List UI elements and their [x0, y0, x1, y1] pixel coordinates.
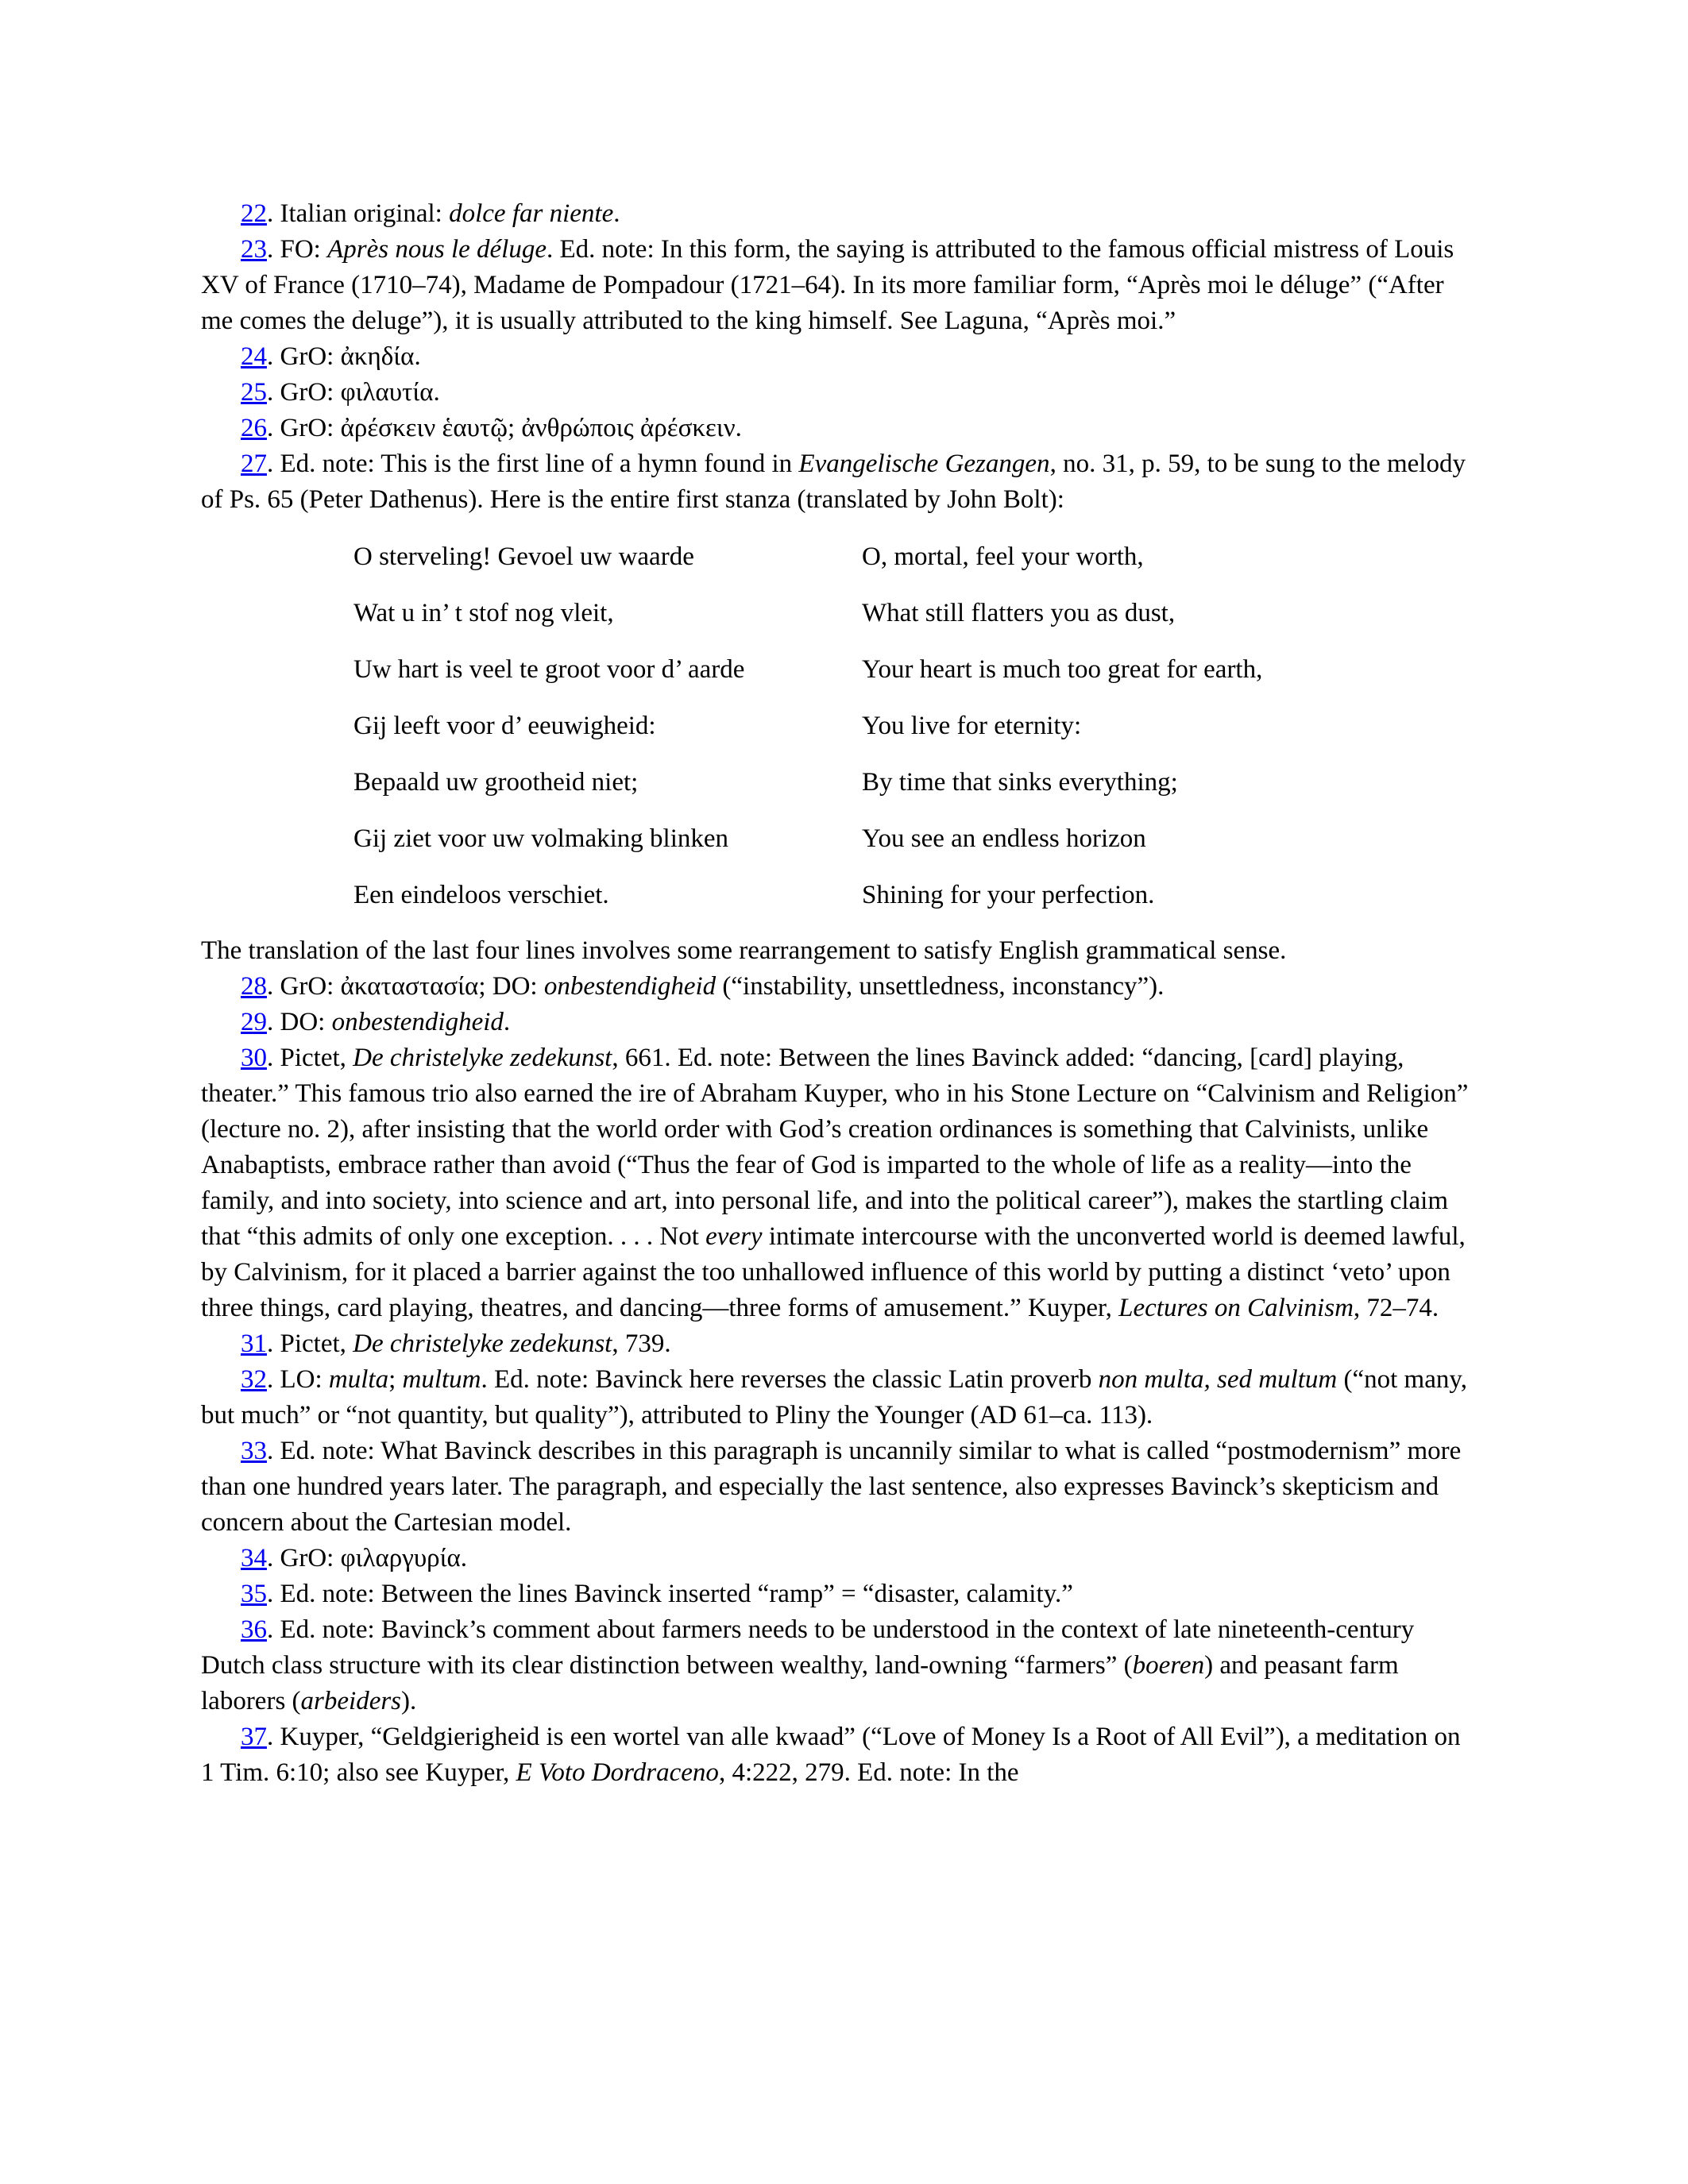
italic-text-segment: onbestendigheid — [543, 972, 717, 1001]
endnote-27 — [201, 446, 1474, 518]
text-segment: (“not many, but much” or “not quantity, but quality”), attributed to Pliny the Younger (AD 61–ca. 113). — [201, 1365, 1467, 1430]
endnote-25-link[interactable]: 25 — [241, 378, 267, 407]
stanza-english-line: You see an endless horizon — [862, 824, 1146, 853]
continuation-paragraph — [201, 933, 1474, 969]
hymn-stanza — [353, 529, 1474, 924]
stanza-english-line: By time that sinks everything; — [862, 768, 1178, 797]
text-segment: . Ed. note: Bavinck’s comment about farmers needs to be understood in the context of late nineteenth-century Dutch class structure with its clear distinction between wealthy, land-owning “farmers” ( — [201, 1615, 1415, 1680]
text-segment: . LO: — [267, 1365, 329, 1394]
text-segment: , 4:222, 279. Ed. note: In the — [718, 1758, 1019, 1787]
text-segment: . GrO: ἀρέσκειν ἑαυτῷ; ἀνθρώποις ἀρέσκειν. — [267, 414, 742, 442]
italic-text-segment: E Voto Dordraceno — [516, 1758, 719, 1787]
stanza-dutch-line: Een eindeloos verschiet. — [353, 881, 609, 909]
endnote-33 — [201, 1433, 1474, 1541]
stanza-english-line: You live for eternity: — [862, 712, 1082, 740]
stanza-row — [353, 754, 1474, 811]
italic-text-segment: De christelyke zedekunst — [353, 1044, 612, 1072]
text-segment: , 72–74. — [1353, 1294, 1439, 1322]
stanza-row — [353, 529, 1474, 585]
endnote-29 — [201, 1005, 1474, 1040]
stanza-row — [353, 811, 1474, 867]
stanza-dutch-line: Uw hart is veel te groot voor d’ aarde — [353, 655, 745, 684]
text-segment: . Ed. note: In this form, the saying is attributed to the famous official mistress of Louis XV of France (1710–74), Madame de Pompadour (1721–64). In its more familiar form, “Après moi le déluge” (“After me comes the deluge”), it is usually attributed to the king himself. See Laguna, “Après moi.” — [201, 235, 1454, 335]
text-segment: . Kuyper, “Geldgierigheid is een wortel van alle kwaad” (“Love of Money Is a Root of All Evil”), a meditation on 1 Tim. 6:10; also see Kuyper, — [201, 1723, 1461, 1787]
italic-text-segment: multum — [402, 1365, 481, 1394]
text-segment: ). — [401, 1687, 417, 1715]
endnote-31-link[interactable]: 31 — [241, 1329, 267, 1358]
stanza-row — [353, 698, 1474, 754]
stanza-english-line: What still flatters you as dust, — [862, 599, 1176, 627]
endnote-25 — [201, 375, 1474, 411]
italic-text-segment: De christelyke zedekunst — [353, 1329, 612, 1358]
stanza-english-line: Shining for your perfection. — [862, 881, 1155, 909]
stanza-row — [353, 585, 1474, 642]
endnote-28 — [201, 969, 1474, 1005]
italic-text-segment: Lectures on Calvinism — [1118, 1294, 1354, 1322]
endnote-32-link[interactable]: 32 — [241, 1365, 267, 1394]
stanza-dutch-line: Gij ziet voor uw volmaking blinken — [353, 824, 729, 853]
stanza-english-line: Your heart is much too great for earth, — [862, 655, 1263, 684]
text-segment: . GrO: ἀκαταστασία; DO: — [267, 972, 544, 1001]
text-segment: . DO: — [267, 1008, 332, 1036]
text-segment: . Ed. note: This is the first line of a hymn found in — [267, 450, 799, 478]
stanza-row — [353, 867, 1474, 924]
text-segment: , no. 31, p. 59, to be sung to the melody of Ps. 65 (Peter Dathenus). Here is the entire first stanza (translated by John Bolt): — [201, 450, 1466, 514]
italic-text-segment: dolce far niente — [449, 199, 614, 228]
text-segment: . GrO: φιλαυτία. — [267, 378, 440, 407]
text-segment: . — [503, 1008, 511, 1036]
text-segment: The translation of the last four lines involves some rearrangement to satisfy English grammatical sense. — [201, 936, 1287, 965]
endnote-23 — [201, 232, 1474, 339]
text-segment: ) and peasant farm laborers ( — [201, 1651, 1399, 1715]
italic-text-segment: Après nous le déluge — [327, 235, 547, 264]
endnote-37-link[interactable]: 37 — [241, 1723, 267, 1751]
stanza-dutch-line: Gij leeft voor d’ eeuwigheid: — [353, 712, 656, 740]
text-segment: . — [613, 199, 620, 228]
endnote-30 — [201, 1040, 1474, 1326]
endnote-33-link[interactable]: 33 — [241, 1437, 267, 1465]
italic-text-segment: every — [705, 1222, 763, 1251]
endnote-36-link[interactable]: 36 — [241, 1615, 267, 1644]
text-segment: ; — [388, 1365, 403, 1394]
endnote-22-link[interactable]: 22 — [241, 199, 267, 228]
text-segment: . Pictet, — [267, 1329, 353, 1358]
endnote-23-link[interactable]: 23 — [241, 235, 267, 264]
text-segment: . Ed. note: Between the lines Bavinck inserted “ramp” = “disaster, calamity.” — [267, 1580, 1073, 1608]
italic-text-segment: arbeiders — [300, 1687, 402, 1715]
endnote-28-link[interactable]: 28 — [241, 972, 267, 1001]
stanza-english-line: O, mortal, feel your worth, — [862, 542, 1144, 571]
stanza-row — [353, 642, 1474, 698]
endnote-34 — [201, 1541, 1474, 1576]
endnote-26 — [201, 411, 1474, 446]
endnote-31 — [201, 1326, 1474, 1362]
text-segment: intimate intercourse with the unconverted world is deemed lawful, by Calvinism, for it placed a barrier against the too unhallowed influence of this world by putting a distinct ‘veto’ upon three things, card playing, theatres, and dancing—three forms of amusement.” Kuyper, — [201, 1222, 1466, 1322]
italic-text-segment: Evangelische Gezangen — [798, 450, 1050, 478]
endnote-37 — [201, 1719, 1474, 1791]
endnote-24 — [201, 339, 1474, 375]
italic-text-segment: onbestendigheid — [331, 1008, 504, 1036]
text-segment: . GrO: ἀκηδία. — [267, 342, 421, 371]
text-segment: . Ed. note: What Bavinck describes in this paragraph is uncannily similar to what is called “postmodernism” more than one hundred years later. The paragraph, and especially the last sentence, also expresses Bavinck’s skepticism and concern about the Cartesian model. — [201, 1437, 1462, 1537]
italic-text-segment: multa — [328, 1365, 389, 1394]
italic-text-segment: non multa, sed multum — [1098, 1365, 1338, 1394]
italic-text-segment: boeren — [1132, 1651, 1205, 1680]
text-segment: . Ed. note: Bavinck here reverses the classic Latin proverb — [481, 1365, 1099, 1394]
text-segment: . GrO: φιλαργυρία. — [267, 1544, 468, 1572]
stanza-dutch-line: O sterveling! Gevoel uw waarde — [353, 542, 694, 571]
stanza-dutch-line: Bepaald uw grootheid niet; — [353, 768, 639, 797]
endnote-24-link[interactable]: 24 — [241, 342, 267, 371]
endnote-35-link[interactable]: 35 — [241, 1580, 267, 1608]
text-segment: (“instability, unsettledness, inconstancy”). — [716, 972, 1165, 1001]
stanza-dutch-line: Wat u in’ t stof nog vleit, — [353, 599, 614, 627]
endnote-36 — [201, 1612, 1474, 1719]
endnote-27-link[interactable]: 27 — [241, 450, 267, 478]
endnote-22 — [201, 196, 1474, 232]
endnote-32 — [201, 1362, 1474, 1433]
text-segment: . Italian original: — [267, 199, 450, 228]
endnote-34-link[interactable]: 34 — [241, 1544, 267, 1572]
text-segment: . Pictet, — [267, 1044, 353, 1072]
endnotes-content — [201, 196, 1474, 1791]
text-segment: . FO: — [267, 235, 328, 264]
endnote-35 — [201, 1576, 1474, 1612]
endnote-29-link[interactable]: 29 — [241, 1008, 267, 1036]
endnote-26-link[interactable]: 26 — [241, 414, 267, 442]
text-segment: , 739. — [612, 1329, 671, 1358]
endnote-30-link[interactable]: 30 — [241, 1044, 267, 1072]
text-segment: , 661. Ed. note: Between the lines Bavinck added: “dancing, [card] playing, theater.” This famous trio also earned the ire of Abraham Kuyper, who in his Stone Lecture on “Calvinism and Religion” (lecture no. 2), after insisting that the world order with God’s creation ordinances is something that Calvinists, unlike Anabaptists, embrace rather than avoid (“Thus the fear of God is imparted to the whole of life as a reality—into the family, and into society, into science and art, into personal life, and into the political career”), makes the startling claim that “this admits of only one exception. . . . Not — [201, 1044, 1469, 1251]
